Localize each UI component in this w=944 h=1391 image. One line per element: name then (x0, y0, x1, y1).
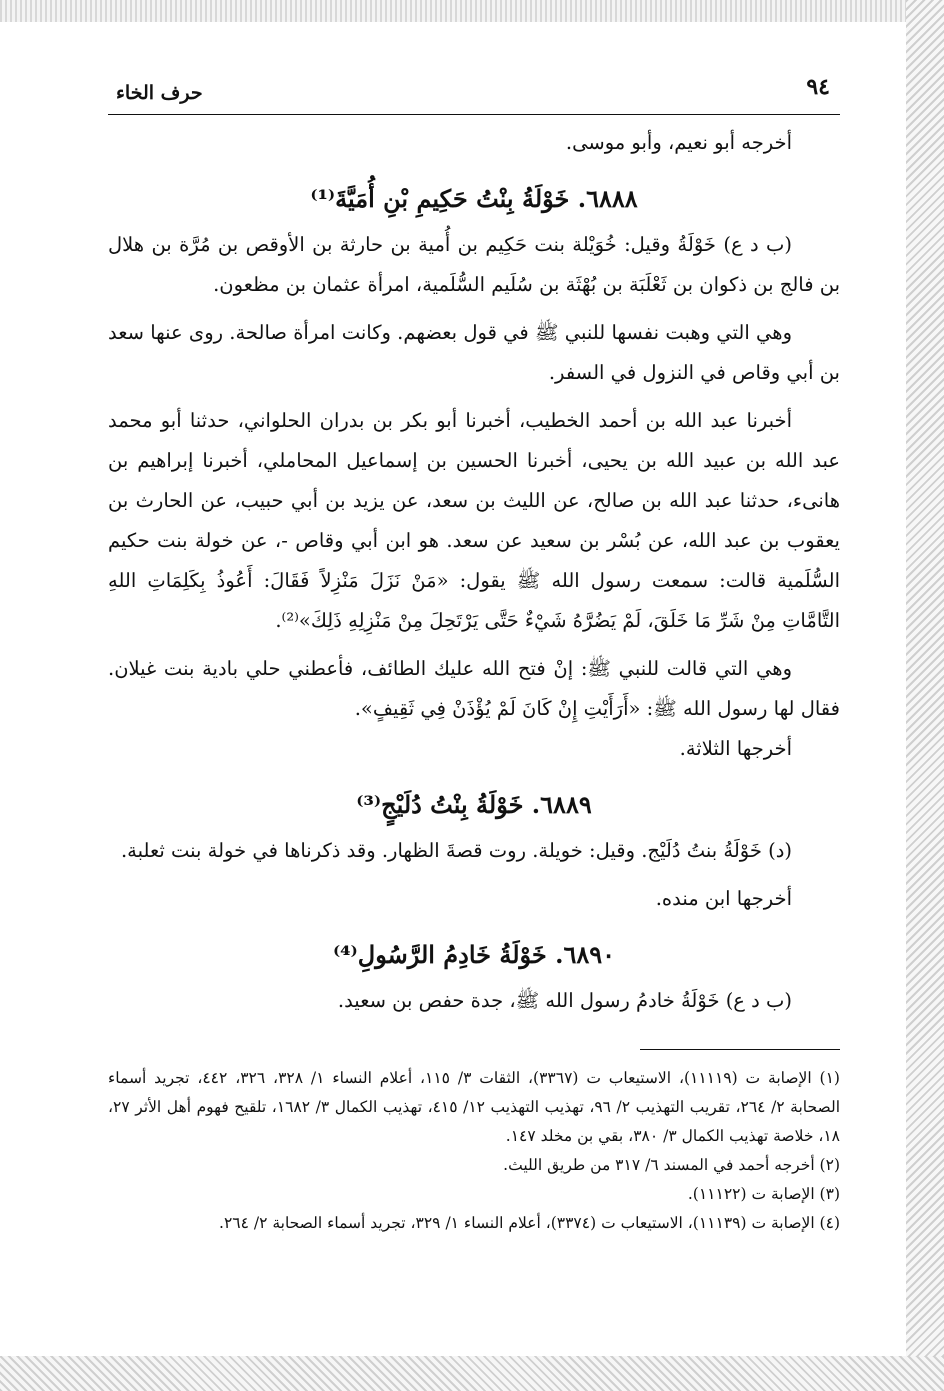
footnotes (108, 1064, 840, 1238)
entry-6889-paragraph-1: (د) خَوْلَةُ بنتُ دُلَيْج. وقيل: خويلة. روت قصةَ الظهار. وقد ذكرناها في خولة بنت ثعلبة. (120, 839, 792, 862)
running-title: حرف الخاء (116, 82, 203, 104)
entry-6888-paragraph-1: (ب د ع) خَوْلَةُ وقيل: خُوَيْلة بنت حَكِيم بن أُمية بن حارثة بن الأوقص بن مُرَّة بن هلال بن فالج بن ذكوان بن ثَعْلَبَة بن بُهْثَة بن سُلَيم السُّلَمية، امرأة عثمان بن مظعون. (108, 233, 840, 296)
entry-6888-paragraph-2: وهي التي وهبت نفسها للنبي ﷺ في قول بعضهم. وكانت امرأة صالحة. روى عنها سعد بن أبي وقاص في النزول في السفر. (108, 321, 840, 384)
intro-paragraph: أخرجه أبو نعيم، وأبو موسى. (565, 131, 792, 154)
entry-heading-6889: ٦٨٨٩. خَوْلَةُ بِنْتُ دُلَيْجٍ⁽³⁾ (356, 790, 592, 819)
footnote-1: (١) الإصابة ت (١١١١٩)، الاستيعاب ت (٣٣٦٧)، الثقات ٣/ ١١٥، أعلام النساء ١/ ٣٢٨، ٣٢٦، ٤٤٢، تجريد أسماء الصحابة ٢/ ٢٦٤، تقريب التهذيب ٢/ ٩٦، تهذيب التهذيب ١٢/ ٤١٥، تهذيب الكمال ٣/ ١٦٨٢، تلقيح فهوم أهل الأثر ٢٧، ١٨، خلاصة تهذيب الكمال ٣/ ٣٨٠، بقي بن مخلد ١٤٧. (108, 1069, 841, 1145)
page-header (108, 70, 840, 115)
entry-6888-paragraph-3: أخبرنا عبد الله بن أحمد الخطيب، أخبرنا أبو بكر بن بدران الحلواني، حدثنا أبو محمد عبد الله بن عبيد الله بن يحيى، أخبرنا الحسين بن إسماعيل المحاملي، أخبرنا إبراهيم بن هانىء، حدثنا عبد الله بن صالح، عن الليث بن سعد، عن يزيد بن أبي حبيب، عن الحارث بن يعقوب بن عبد الله، عن بُسْر بن سعيد عن سعد. هو ابن أبي وقاص -، عن خولة بنت حكيم السُّلَمية قالت: سمعت رسول الله ﷺ يقول: «مَنْ نَزَلَ مَنْزِلاً فَقَالَ: أَعُوذُ بِكَلِمَاتِ اللهِ التَّامَّاتِ مِنْ شَرِّ مَا خَلَقَ، لَمْ يَضُرَّهُ شَيْءٌ حَتَّى يَرْتَحِلَ مِنْ مَنْزِلِهِ ذَلِكَ»⁽²⁾. (108, 409, 840, 632)
entry-heading-6888: ٦٨٨٨. خَوْلَةُ بِنْتُ حَكِيمِ بْنِ أُمَيَّةَ⁽¹⁾ (310, 184, 638, 213)
entry-6890-paragraph-1: (ب د ع) خَوْلَةُ خادمُ رسول الله ﷺ، جدة حفص بن سعيد. (337, 989, 792, 1012)
footnote-separator (640, 1049, 840, 1050)
book-page (108, 70, 840, 1350)
entry-6888-paragraph-5: أخرجها الثلاثة. (679, 737, 792, 760)
footnote-4: (٤) الإصابة ت (١١١٣٩)، الاستيعاب ت (٣٣٧٤)، أعلام النساء ١/ ٣٢٩، تجريد أسماء الصحابة ٢/ ٢٦٤. (219, 1214, 840, 1232)
footnote-2: (٢) أخرجه أحمد في المسند ٦/ ٣١٧ من طريق الليث. (503, 1156, 840, 1174)
scan-edge-bottom (0, 1356, 944, 1391)
footnote-3: (٣) الإصابة ت (١١١٢٢). (687, 1185, 840, 1203)
entry-6888-paragraph-4: وهي التي قالت للنبي ﷺ: إنْ فتح الله عليك الطائف، فأعطني حلي بادية بنت غيلان. فقال لها رسول الله ﷺ: «أَرَأَيْتِ إِنْ كَانَ لَمْ يُؤْذَنْ فِي ثَقِيفٍ». (108, 657, 840, 720)
page-number: ٩٤ (806, 74, 830, 100)
entry-6889-paragraph-2: أخرجها ابن منده. (655, 887, 792, 910)
entry-heading-6890: ٦٨٩٠. خَوْلَةُ خَادِمُ الرَّسُولِ⁽⁴⁾ (332, 940, 616, 969)
scan-edge-top (0, 0, 944, 22)
scan-edge-right (906, 0, 944, 1391)
